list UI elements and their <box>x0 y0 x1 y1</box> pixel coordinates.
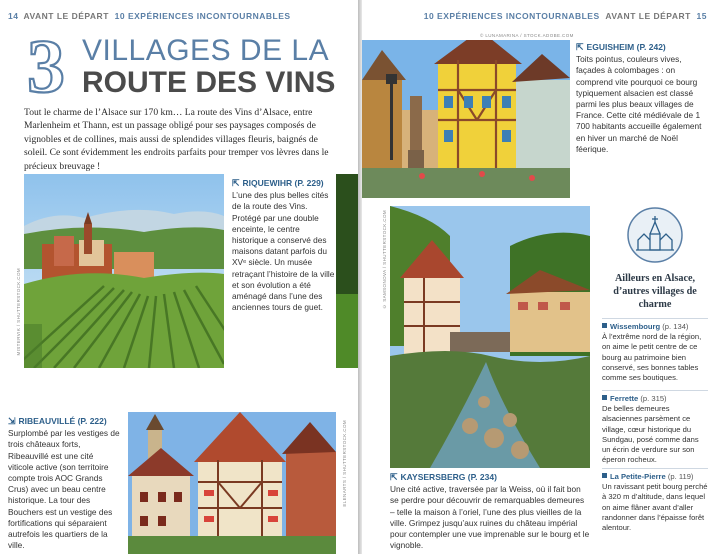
kaysersberg-photo <box>390 206 590 468</box>
riquewihr-caption <box>232 178 336 313</box>
sidebar-divider <box>602 390 708 391</box>
sidebar-title: Ailleurs en Alsace, d’autres villages de charme <box>613 273 697 310</box>
photo-credit-eguisheim: © LUNAMARINA / STOCK.ADOBE.COM <box>480 33 574 38</box>
sidebar-item-ferrette: Ferrette (p. 315) De belles demeures alsaciennes parsèment ce village, cœur historique du Sundgau, posé comme dans un écrin de verdure sur son éperon rocheux. <box>602 394 699 465</box>
eguisheim-title: EGUISHEIM (P. 242) <box>586 42 666 52</box>
village-church-icon <box>626 206 684 264</box>
sidebar-divider <box>602 318 708 319</box>
riquewihr-photo <box>24 174 224 368</box>
photo-credit-ribeauville: ELENARTS / SHUTTERSTOCK.COM <box>342 420 347 507</box>
title-line-2: ROUTE DES VINS <box>82 66 336 99</box>
arrow-icon: ⇱ <box>232 178 240 188</box>
kaysersberg-text: Une cité active, traversée par la Weiss, où il fait bon se perdre pour découvrir de remarquables demeures – telle la maison à l’oriel, l’une des plus vieilles de la ville. Grimpez jusqu’aux ruines du château impérial pour contempler une vue imprenable sur le bourg et le vignoble. <box>390 484 590 551</box>
page-number: 15 <box>696 11 707 21</box>
kaysersberg-caption <box>390 472 590 551</box>
running-header-left <box>8 11 291 21</box>
intro-paragraph: Tout le charme de l’Alsace sur 170 km… La route des Vins d’Alsace, entre Marlenheim et Thann, est un passage obligé pour ses paysages composés de vignobles et de collines, mais aussi de splendides villages fleuris, baignés de soleil. Ce sont évidemment les endroits parfaits pour tremper vos lèvres dans le précieux breuvage ! <box>24 107 329 172</box>
page-number: 14 <box>8 11 19 21</box>
running-header-right <box>424 11 712 21</box>
photo-credit-kaysersberg: © SAMSONOVA / SHUTTERSTOCK.COM <box>382 210 387 309</box>
header-section: AVANT LE DÉPART <box>605 11 691 21</box>
ribeauville-caption <box>8 416 120 551</box>
sidebar-other-villages <box>598 206 712 546</box>
eguisheim-caption <box>576 42 706 155</box>
feature-number <box>18 30 74 100</box>
sidebar-item-wissembourg: Wissembourg (p. 134) À l’extrême nord de la région, on aime le petit centre de ce bourg au patrimoine bien conservé, ses bonnes tables comme ses boutiques. <box>602 322 702 383</box>
arrow-icon: ⇱ <box>390 472 398 482</box>
riquewihr-text: L’une des plus belles cités de la route des Vins. Protégé par une double enceinte, le centre historique a conservé des maisons datant parfois du XVᵉ siècle. Un musée retraçant l’histoire de la ville et son évolution a été aménagé dans l’une des anciennes tours de guet. <box>232 190 335 313</box>
riquewihr-title: RIQUEWIHR (P. 229) <box>242 178 324 188</box>
riquewihr-photo-edge <box>336 174 358 368</box>
header-chapter: 10 EXPÉRIENCES INCONTOURNABLES <box>423 11 600 21</box>
eguisheim-photo <box>362 40 570 198</box>
eguisheim-text: Toits pointus, couleurs vives, façades à colombages : on comprend vite pourquoi ce bourg typiquement alsacien est classé parmi les plus beaux villages de France. Cette cité médiévale de 1 700 habitants accueille également en hiver un marché de Noël féerique. <box>576 54 702 154</box>
sidebar-divider <box>602 468 708 469</box>
feature-number-text: 3 <box>27 30 65 100</box>
ribeauville-photo <box>128 412 336 554</box>
header-chapter: 10 EXPÉRIENCES INCONTOURNABLES <box>114 11 291 21</box>
sidebar-item-la-petite-pierre: La Petite-Pierre (p. 119) Un ravissant petit bourg perché à 320 m d’altitude, dans lequel on aime flâner avant d’aller randonner dans l’épaisse forêt alentour. <box>602 472 708 533</box>
ribeauville-text: Surplombé par les vestiges de trois châteaux forts, Ribeauvillé est une cité viticole active (son territoire compte trois AOC Grands Crus) avec un beau centre historique. La tour des Bouchers est un vestige des fortifications qui séparaient autrefois les quartiers de la ville. <box>8 428 120 551</box>
ribeauville-title: RIBEAUVILLÉ (P. 222) <box>18 416 107 426</box>
header-section: AVANT LE DÉPART <box>23 11 109 21</box>
left-page <box>0 0 358 554</box>
photo-credit-riquewihr: MISTERVIK / SHUTTERSTOCK.COM <box>16 268 21 356</box>
arrow-icon: ⇲ <box>8 416 16 426</box>
arrow-icon: ⇱ <box>576 42 584 52</box>
right-page <box>362 0 720 554</box>
kaysersberg-title: KAYSERSBERG (P. 234) <box>400 472 497 482</box>
title-line-1: VILLAGES DE LA <box>82 34 330 67</box>
